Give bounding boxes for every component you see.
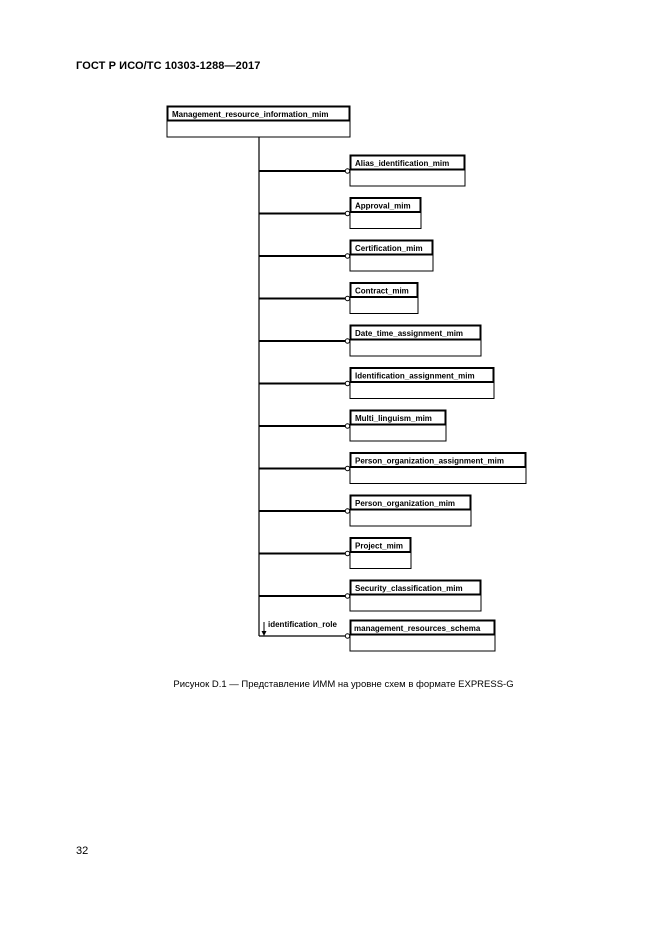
child-schema-label: Person_organization_assignment_mim <box>355 456 504 466</box>
connector-circle <box>345 169 349 173</box>
root-schema-box <box>167 106 350 137</box>
connector-circle <box>345 211 349 215</box>
child-schema-label: Multi_linguism_mim <box>355 414 432 423</box>
child-schema-group <box>259 410 446 441</box>
child-schema-label: Certification_mim <box>355 244 423 253</box>
child-schema-label: Approval_mim <box>355 201 411 211</box>
figure-caption: Рисунок D.1 — Представление ИММ на уровне схем в формате EXPRESS-G <box>173 679 514 690</box>
child-schema-group <box>259 325 481 356</box>
child-schema-label: Date_time_assignment_mim <box>355 329 464 338</box>
connector-circle <box>345 254 349 258</box>
child-schema-label: Person_organization_mim <box>355 499 456 508</box>
connector-circle <box>345 424 349 428</box>
child-schema-group <box>259 283 418 314</box>
child-schema-group <box>259 368 494 399</box>
child-schema-group <box>259 198 421 229</box>
document-header: ГОСТ Р ИСО/ТС 10303-1288—2017 <box>76 60 261 72</box>
connector-circle <box>345 551 349 555</box>
connector-circle <box>345 381 349 385</box>
special-schema-group <box>259 620 495 651</box>
root-schema-label: Management_resource_information_mim <box>172 110 329 119</box>
child-schema-group <box>259 580 481 611</box>
connector-circle <box>345 509 349 513</box>
special-connector-circle <box>345 634 349 638</box>
connector-circle <box>345 466 349 470</box>
relation-label: identification_role <box>268 620 337 629</box>
child-schema-label: Alias_identification_mim <box>355 159 450 168</box>
child-schema-group <box>259 495 471 526</box>
page-number: 32 <box>76 845 89 857</box>
child-schema-label: Contract_mim <box>355 286 409 296</box>
connector-circle <box>345 594 349 598</box>
child-schema-group <box>259 240 433 271</box>
child-schema-label: Project_mim <box>355 541 404 551</box>
connector-circle <box>345 339 349 343</box>
special-schema-label: management_resources_schema <box>354 624 481 633</box>
relation-arrow-icon <box>262 631 267 636</box>
child-schema-label: Identification_assignment_mim <box>355 371 475 381</box>
child-schema-group <box>259 155 465 186</box>
child-schema-group <box>259 538 411 569</box>
child-schema-label: Security_classification_mim <box>355 584 463 593</box>
child-schema-group <box>259 453 526 484</box>
connector-circle <box>345 296 349 300</box>
